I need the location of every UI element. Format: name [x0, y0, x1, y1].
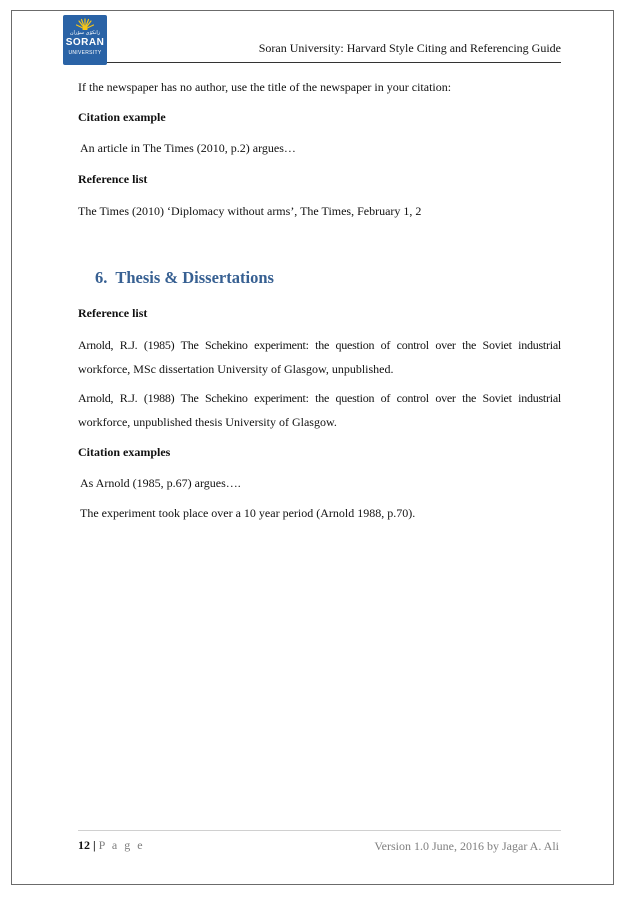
- header-divider: [107, 62, 561, 63]
- reference-line: Arnold, R.J. (1985) The Schekino experiment: the question of control over the Soviet industrial: [78, 338, 561, 352]
- citation-examples-label: Citation examples: [78, 445, 171, 459]
- citation-example-text: The experiment took place over a 10 year period (Arnold 1988, p.70).: [80, 506, 416, 520]
- page-number-value: 12: [78, 838, 90, 852]
- header-title: Soran University: Harvard Style Citing and Referencing Guide: [258, 41, 561, 55]
- logo-name: SORAN: [65, 37, 105, 48]
- section-heading: [95, 268, 274, 288]
- page-number: [78, 838, 145, 853]
- reference-list-label: Reference list: [78, 172, 148, 186]
- footer-divider: [78, 830, 561, 831]
- page-separator: |: [93, 838, 96, 852]
- citation-example-text: An article in The Times (2010, p.2) argues…: [80, 141, 296, 155]
- logo-subtitle: UNIVERSITY: [68, 50, 102, 56]
- reference-line: workforce, MSc dissertation University of Glasgow, unpublished.: [78, 362, 394, 376]
- reference-list-label: Reference list: [78, 306, 148, 320]
- section-title: Thesis & Dissertations: [115, 268, 274, 287]
- citation-example-label: Citation example: [78, 110, 166, 124]
- section-number: 6.: [95, 268, 108, 287]
- version-note: Version 1.0 June, 2016 by Jagar A. Ali: [374, 839, 559, 853]
- newspaper-reference: The Times (2010) ‘Diplomacy without arms’, The Times, February 1, 2: [78, 204, 422, 218]
- sun-icon: [76, 18, 94, 30]
- citation-example-text: As Arnold (1985, p.67) argues….: [80, 476, 241, 490]
- reference-line: Arnold, R.J. (1988) The Schekino experiment: the question of control over the Soviet industrial: [78, 391, 561, 405]
- intro-paragraph: If the newspaper has no author, use the title of the newspaper in your citation:: [78, 80, 452, 94]
- reference-line: workforce, unpublished thesis University of Glasgow.: [78, 415, 337, 429]
- university-logo: [63, 15, 107, 65]
- logo-arabic-text: زانكۆی سۆران: [69, 30, 101, 36]
- page-word: P a g e: [98, 838, 145, 852]
